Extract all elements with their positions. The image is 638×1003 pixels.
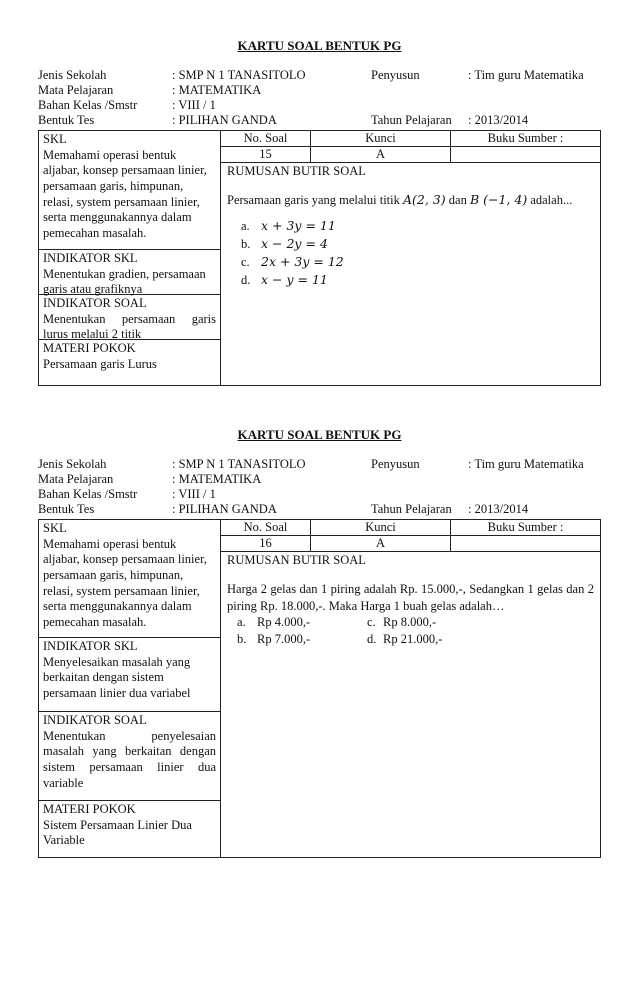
penyusun-value: : Tim guru Matematika: [468, 457, 584, 471]
card-title: KARTU SOAL BENTUK PG: [237, 427, 402, 442]
option-label: b.: [237, 632, 247, 646]
no-soal-value: 15: [221, 147, 311, 162]
penyusun-label: Penyusun: [371, 68, 420, 82]
indikator-soal-heading: INDIKATOR SOAL: [43, 713, 147, 727]
mapel-value: : MATEMATIKA: [172, 83, 262, 97]
kelas-label: Bahan Kelas /Smstr: [38, 487, 138, 501]
jenis-label: Jenis Sekolah: [38, 68, 107, 82]
kartu-soal-2: [38, 427, 601, 858]
option-label: c.: [367, 615, 376, 630]
rumusan-heading: RUMUSAN BUTIR SOAL: [227, 164, 366, 178]
option-b: [237, 632, 367, 648]
kunci-value: A: [311, 147, 451, 162]
option-b: [241, 236, 594, 254]
no-soal-label: No. Soal: [221, 131, 311, 146]
indikator-skl-text: Menentukan gradien, persamaan garis atau grafiknya: [43, 266, 206, 297]
materi-section: [39, 340, 220, 374]
option-text: x − y = 11: [261, 272, 328, 288]
option-c: [241, 254, 594, 272]
materi-heading: MATERI POKOK: [43, 802, 136, 816]
option-text: Rp 21.000,-: [383, 632, 443, 646]
option-d: [241, 272, 594, 290]
tes-label: Bentuk Tes: [38, 502, 95, 516]
question-text: [227, 192, 594, 209]
indikator-skl-heading: INDIKATOR SKL: [43, 251, 138, 265]
option-label: b.: [241, 237, 251, 252]
skl-heading: SKL: [43, 521, 67, 535]
indikator-skl-heading: INDIKATOR SKL: [43, 639, 138, 653]
kunci-label: Kunci: [311, 520, 451, 535]
buku-sumber-label: Buku Sumber :: [487, 131, 564, 145]
card-title: KARTU SOAL BENTUK PG: [237, 38, 402, 53]
left-column: [39, 520, 221, 857]
tahun-label: Tahun Pelajaran: [371, 502, 452, 516]
tes-value: : PILIHAN GANDA: [172, 113, 277, 127]
option-text: x − 2y = 4: [261, 236, 328, 252]
option-a: [241, 218, 594, 236]
indikator-skl-text: Menyelesaikan masalah yang berkaitan dengan sistem persamaan linier dua variabel: [43, 654, 191, 700]
tahun-label: Tahun Pelajaran: [371, 113, 452, 127]
value-row: [221, 147, 600, 163]
skl-section: [39, 131, 220, 250]
indikator-soal-text: Menentukan persamaan garis lurus melalui 2 titik: [43, 311, 216, 342]
penyusun-value: : Tim guru Matematika: [468, 68, 584, 82]
option-text: Rp 7.000,-: [257, 632, 311, 646]
mapel-label: Mata Pelajaran: [38, 472, 114, 486]
card-meta: [38, 457, 601, 517]
buku-sumber-value: [451, 536, 600, 551]
no-soal-value: 16: [221, 536, 311, 551]
buku-sumber-value: [451, 147, 600, 162]
skl-heading: SKL: [43, 132, 67, 146]
right-column: [221, 131, 600, 385]
kartu-soal-1: [38, 38, 601, 386]
option-label: d.: [241, 273, 251, 288]
kelas-value: : VIII / 1: [172, 487, 216, 501]
skl-text: Memahami operasi bentuk aljabar, konsep persamaan linier, persamaan garis, himpunan, relasi, system persamaan linier, serta menggunakannya dalam pemecahan masalah.: [43, 147, 207, 240]
option-label: c.: [241, 255, 250, 270]
header-row: [221, 520, 600, 536]
option-label: d.: [367, 632, 377, 646]
soal-table: [38, 519, 601, 858]
card-meta: [38, 68, 601, 128]
option-text: Rp 4.000,-: [257, 615, 311, 630]
options-list: [227, 218, 594, 290]
left-column: [39, 131, 221, 385]
header-row: [221, 131, 600, 147]
option-label: a.: [237, 615, 246, 630]
indikator-skl-section: [39, 250, 220, 295]
kelas-label: Bahan Kelas /Smstr: [38, 98, 138, 112]
materi-text: Persamaan garis Lurus: [43, 356, 157, 371]
mapel-label: Mata Pelajaran: [38, 83, 114, 97]
skl-section: [39, 520, 220, 638]
materi-section: [39, 801, 220, 851]
penyusun-label: Penyusun: [371, 457, 420, 471]
option-text: 2x + 3y = 12: [261, 254, 344, 270]
buku-sumber-label: Buku Sumber :: [487, 520, 564, 534]
mapel-value: : MATEMATIKA: [172, 472, 262, 486]
jenis-value: : SMP N 1 TANASITOLO: [172, 457, 306, 471]
rumusan-section: [221, 163, 600, 291]
indikator-soal-text: Menentukan penyelesaian masalah yang berkaitan dengan sistem persamaan linier dua variable: [43, 728, 216, 790]
right-column: [221, 520, 600, 857]
point-a: A(2, 3): [403, 191, 446, 207]
materi-heading: MATERI POKOK: [43, 341, 136, 355]
tahun-value: : 2013/2014: [468, 113, 529, 127]
tahun-value: : 2013/2014: [468, 502, 529, 516]
kunci-value: A: [311, 536, 451, 551]
point-b: B (−1, 4): [469, 191, 528, 207]
option-d: [367, 632, 517, 648]
option-a: [237, 615, 367, 631]
options-list: [227, 615, 594, 647]
jenis-value: : SMP N 1 TANASITOLO: [172, 68, 306, 82]
question-suffix: adalah...: [530, 192, 573, 207]
kelas-value: : VIII / 1: [172, 98, 216, 112]
kunci-label: Kunci: [311, 131, 451, 146]
rumusan-section: [221, 552, 600, 649]
soal-table: [38, 130, 601, 386]
option-label: a.: [241, 219, 250, 234]
indikator-soal-section: [39, 712, 220, 801]
value-row: [221, 536, 600, 552]
materi-text: Sistem Persamaan Linier Dua Variable: [43, 817, 192, 848]
option-c: [367, 615, 517, 631]
option-text: Rp 8.000,-: [383, 615, 437, 630]
jenis-label: Jenis Sekolah: [38, 457, 107, 471]
indikator-soal-heading: INDIKATOR SOAL: [43, 296, 147, 310]
tes-value: : PILIHAN GANDA: [172, 502, 277, 516]
tes-label: Bentuk Tes: [38, 113, 95, 127]
indikator-soal-section: [39, 295, 220, 340]
question-text: Harga 2 gelas dan 1 piring adalah Rp. 15.000,-, Sedangkan 1 gelas dan 2 piring Rp. 18.000,-. Maka Harga 1 buah gelas adalah…: [227, 581, 594, 613]
question-mid: dan: [448, 192, 467, 207]
no-soal-label: No. Soal: [221, 520, 311, 535]
indikator-skl-section: [39, 638, 220, 712]
rumusan-heading: RUMUSAN BUTIR SOAL: [227, 553, 366, 567]
option-text: x + 3y = 11: [261, 218, 336, 234]
skl-text: Memahami operasi bentuk aljabar, konsep persamaan linier, persamaan garis, himpunan, relasi, system persamaan linier, serta menggunakannya dalam pemecahan masalah.: [43, 536, 207, 629]
question-prefix: Persamaan garis yang melalui titik: [227, 192, 400, 207]
